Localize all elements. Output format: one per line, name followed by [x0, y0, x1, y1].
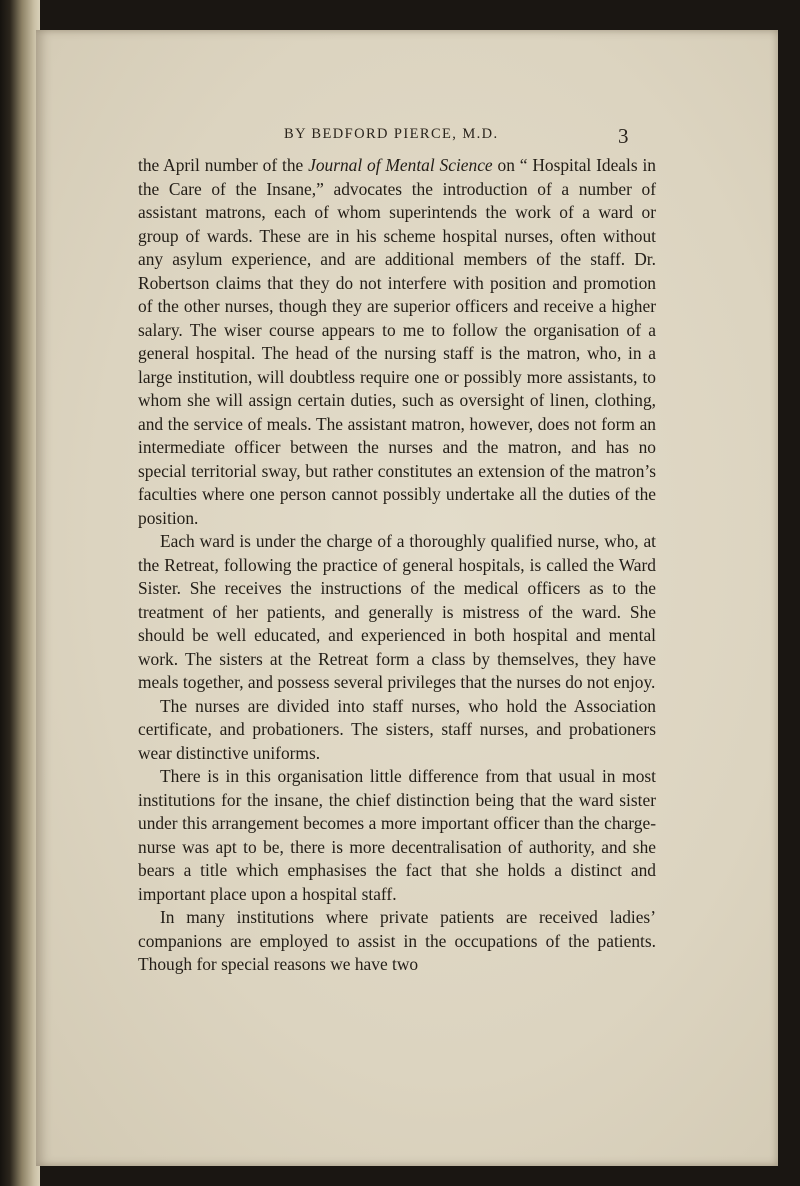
book-spine — [0, 0, 40, 1186]
body-text — [138, 154, 656, 977]
paragraph-2: Each ward is under the charge of a thoroughly qualified nurse, who, at the Retreat, following the practice of general hospitals, is called the Ward Sister. She receives the instructions of the medical officers as to the treatment of her patients, and generally is mistress of the ward. She should be well educated, and experienced in both hospital and mental work. The sisters at the Retreat form a class by themselves, they have meals together, and possess several privileges that the nurses do not enjoy. — [138, 531, 656, 692]
paragraph-1-rest: on “ Hospital Ideals in the Care of the Insane,” advocates the introduction of a number of assistant matrons, each of whom superintends the work of a ward or group of wards. These are in his scheme hospital nurses, often without any asylum experience, and are additional members of the staff. Dr. Robertson claims that they do not interfere with position and promotion of the other nurses, though they are superior officers and receive a higher salary. The wiser course appears to me to follow the organisation of a general hospital. The head of the nursing staff is the matron, who, in a large institution, will doubtless require one or possibly more assistants, to whom she will assign certain duties, such as oversight of linen, clothing, and the service of meals. The assistant matron, however, does not form an intermediate officer between the nurses and the matron, and has no special territorial sway, but rather constitutes an extension of the matron’s faculties where one person cannot possibly undertake all the duties of the position. — [138, 155, 656, 528]
page-number: 3 — [618, 124, 629, 148]
running-head-title: BY BEDFORD PIERCE, M.D. — [284, 126, 499, 142]
book-page — [36, 30, 778, 1166]
journal-title: Journal of Mental Science — [308, 155, 493, 175]
paragraph-1 — [138, 154, 656, 530]
paragraph-1-lead: the April number of the — [138, 155, 309, 175]
paragraph-4: There is in this organisation little difference from that usual in most institutions for the insane, the chief distinction being that the ward sister under this arrangement becomes a more important officer than the charge-nurse was apt to be, there is more decentralisation of authority, and she bears a title which emphasises the fact that she holds a distinct and important place upon a hospital staff. — [138, 766, 656, 904]
paragraph-5: In many institutions where private patients are received ladies’ companions are employed to assist in the occupations of the patients. Though for special reasons we have two — [138, 907, 656, 974]
paragraph-3: The nurses are divided into staff nurses, who hold the Association certificate, and probationers. The sisters, staff nurses, and probationers wear distinctive uniforms. — [138, 695, 656, 763]
